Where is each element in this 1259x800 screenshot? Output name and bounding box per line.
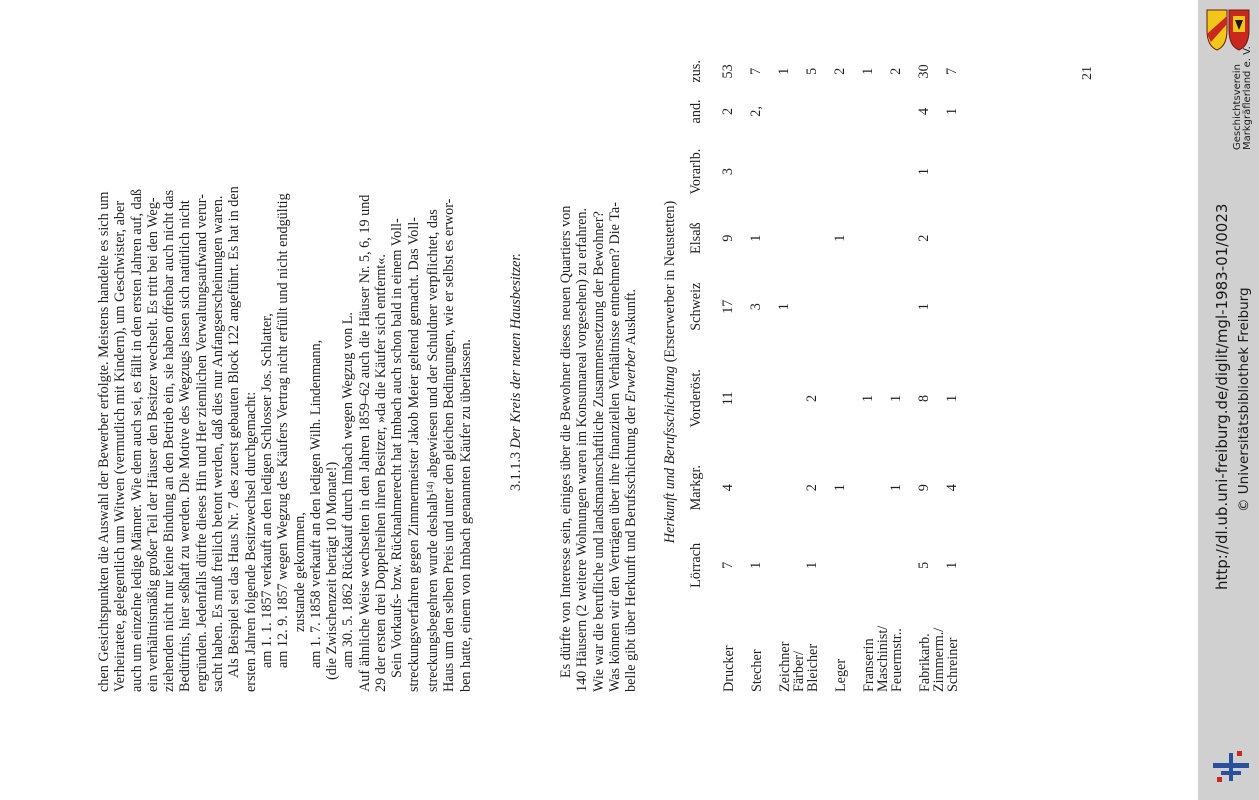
table-cell: 5	[803, 67, 820, 75]
text-line: Als Beispiel sei das Haus Nr. 7 des zuerst gebauten Block 122 angeführt. Es hat in den	[226, 186, 243, 678]
table-cell: 1	[915, 168, 932, 176]
table-cell: 2	[887, 67, 904, 75]
text-line: belle gibt über Herkunft und Berufsschichtung der Erwerber Auskunft.	[623, 288, 640, 692]
text-line: Haus um den selben Preis und unter den gleichen Bedingungen, wie er selbst es erwor-	[441, 198, 458, 692]
table-cell: 9	[915, 484, 932, 492]
table-cell: 1	[747, 234, 764, 242]
text-line: Was können wir den Verträgen über ihre finanziellen Verhältnisse entnehmen? Die Ta-	[607, 202, 624, 692]
row-label: Färber/ Bleicher	[791, 643, 822, 692]
table-cell	[876, 132, 904, 211]
row-label: Maschinist/ Feuermstr..	[875, 625, 906, 692]
table-cell: 1	[887, 484, 904, 492]
list-item: (die Zwischenzeit beträgt 10 Monate!)	[324, 461, 341, 680]
table-cell: 53	[719, 64, 736, 79]
table-cell: 1	[859, 394, 876, 402]
ownership-change-list	[259, 52, 357, 692]
table-cell: 2	[803, 394, 820, 402]
table-cell	[820, 265, 848, 348]
table-cell: 17	[719, 299, 736, 314]
text-line: ben hatte, einem von Imbach genannten Käufer zu überlassen.	[457, 339, 474, 692]
table-cell: 9	[719, 234, 736, 242]
text-line: ziehenden nicht nur keine Bindung an den Betrieb ein, sie haben offenbar auch nicht das	[161, 189, 178, 692]
table-cell: 5	[915, 561, 932, 569]
table-cell	[736, 132, 764, 211]
table-cell	[764, 348, 792, 449]
paragraph-2	[226, 52, 259, 692]
text-line: sacht haben. Es muß freilich betont werden, daß dies nur Anfangserscheinungen waren.	[210, 195, 227, 692]
table-cell: 7	[747, 67, 764, 75]
column-header: Markgr.	[687, 465, 704, 511]
section-heading	[508, 52, 524, 692]
row-label: Stecher	[749, 649, 766, 692]
list-item: am 30. 5. 1862 Rückkauf durch Imbach wegen Wegzug von L.	[340, 312, 357, 668]
table-row	[736, 52, 764, 692]
table-cell: 2	[831, 67, 848, 75]
society-name-line2: Markgräflerland e. V.	[1242, 46, 1253, 150]
table-cell: 1	[887, 394, 904, 402]
list-item: am 12. 9. 1857 wegen Wegzug des Käufers Vertrag nicht erfüllt und nicht endgültig	[275, 193, 292, 668]
table-cell	[848, 527, 876, 604]
table-row	[932, 52, 960, 692]
table-cell	[764, 527, 792, 604]
paragraph-1	[96, 52, 226, 692]
text-line: Verheiratete, gelegentlich um Witwen (vermutlich mit Kindern), um Geschwister, aber	[112, 200, 129, 692]
column-header: Vorderöst.	[687, 369, 704, 428]
table-cell	[932, 265, 960, 348]
text-line: Sein Vorkaufs- bzw. Rücknahmerecht hat Imbach auch schon bald in einem Voll-	[389, 218, 406, 678]
paragraph-5	[558, 52, 639, 692]
table-cell	[736, 449, 764, 527]
list-item: am 1. 7. 1858 verkauft an den ledigen Wilh. Lindenmann,	[307, 339, 324, 668]
table-cell	[792, 265, 820, 348]
table-cell	[736, 348, 764, 449]
table-cell: 1	[943, 107, 960, 115]
table-cell	[792, 91, 820, 132]
table-cell: 1	[943, 394, 960, 402]
table-row	[904, 52, 932, 692]
table-row	[848, 52, 876, 692]
table-cell: 1	[775, 303, 792, 311]
table-cell: 1	[915, 303, 932, 311]
table-cell: 2	[803, 484, 820, 492]
section-title: Der Kreis der neuen Hausbesitzer.	[507, 253, 524, 449]
table-cell	[764, 211, 792, 265]
university-library-logo-icon	[1211, 749, 1251, 785]
table-cell	[848, 211, 876, 265]
table-cell: 3	[747, 303, 764, 311]
table-row	[792, 52, 820, 692]
table-cell: 1	[803, 561, 820, 569]
copyright-notice: © Universitätsbibliothek Freiburg	[1236, 287, 1252, 512]
text-line: 29 der ersten drei Doppelreihen ihren Besitzer, »da die Käufer sich entfernt«.	[373, 254, 390, 692]
text-line: ersten Jahren folgende Besitzwechsel durchgemacht:	[242, 391, 259, 692]
table-cell	[792, 211, 820, 265]
table-row	[876, 52, 904, 692]
table-row	[764, 52, 792, 692]
table-cell	[876, 265, 904, 348]
text-line: Auf ähnliche Weise wechselten in den Jahren 1859–62 auch die Häuser Nr. 5, 6, 19 und	[356, 194, 373, 692]
table-cell	[764, 132, 792, 211]
list-item: am 1. 1. 1857 verkauft an den ledigen Schlosser Jos. Schlatter,	[258, 313, 275, 668]
table-cell: 7	[719, 561, 736, 569]
row-label: Zimmerm./ Schreiner	[931, 627, 962, 692]
table-cell	[848, 132, 876, 211]
table-cell: 4	[915, 107, 932, 115]
table-cell	[876, 527, 904, 604]
paragraph-4	[389, 52, 473, 692]
text-line: 140 Häusern (2 weitere Wohnungen waren im Konsumareal vorgesehen) zu erfahren.	[574, 207, 591, 692]
table-cell	[848, 265, 876, 348]
table-cell: 7	[943, 67, 960, 75]
list-item: zustande gekommen,	[291, 512, 308, 632]
column-header: Schweiz	[687, 282, 704, 331]
table-cell	[820, 132, 848, 211]
origin-occupation-table	[688, 52, 960, 692]
table-cell	[932, 132, 960, 211]
table-cell: 2,	[747, 106, 764, 117]
table-cell: 4	[943, 484, 960, 492]
table-cell	[764, 449, 792, 527]
text-line: Wie war die berufliche und landsmannschaftliche Zusammensetzung der Bewohner?	[590, 211, 607, 692]
table-cell	[820, 348, 848, 449]
table-cell: 30	[915, 64, 932, 79]
column-header: Elsaß	[687, 222, 704, 254]
society-name-line1: Geschichtsverein	[1232, 64, 1243, 150]
table-cell: 4	[719, 484, 736, 492]
row-label: Zeichner	[777, 641, 794, 692]
text-line: Es dürfte von Interesse sein, einiges über die Bewohner dieses neuen Quartiers von	[558, 205, 575, 678]
table-cell	[792, 132, 820, 211]
table-cell: 8	[915, 394, 932, 402]
text-line: Bedürfnis, hier seßhaft zu werden. Die Motive des Wegzugs lassen sich natürlich nicht	[177, 200, 194, 692]
table-cell	[820, 527, 848, 604]
table-cell	[876, 211, 904, 265]
table-cell	[848, 91, 876, 132]
table-cell: 1	[943, 561, 960, 569]
table-cell: 1	[831, 234, 848, 242]
section-number: 3.1.1.3	[507, 451, 524, 491]
row-label: Drucker	[721, 645, 738, 692]
table-cell: 11	[719, 391, 736, 406]
column-header: zus.	[687, 60, 704, 83]
table-cell	[820, 91, 848, 132]
table-title: Herkunft und Berufsschichtung (Ersterwerber in Neustetten)	[661, 200, 678, 544]
text-line: ein verhältnismäßig großer Teil der Häuser den Besitzer wechselt. Es tritt bei den Weg-	[144, 197, 161, 692]
table-cell: 1	[859, 67, 876, 75]
row-label: Fabrikarb.	[917, 633, 934, 692]
table-cell	[764, 91, 792, 132]
row-label: Leger	[833, 658, 850, 692]
footnote-ref: 14)	[424, 481, 435, 494]
text-line: ergründen. Jedenfalls dürfte dieses Hin und Her ziemlichen Verwaltungsaufwand verur-	[193, 194, 210, 692]
text-line: streckungsverfahren gegen Zimmermeister Jakob Meier geltend gemacht. Das Voll-	[405, 217, 422, 692]
table-cell: 1	[831, 484, 848, 492]
table-row	[708, 52, 736, 692]
permalink-url[interactable]: http://dl.ub.uni-freiburg.de/diglit/mgl-1983-01/0023	[1213, 203, 1231, 590]
table-header-row	[688, 52, 708, 692]
column-header: Lörrach	[687, 542, 704, 588]
table-cell: 2	[719, 107, 736, 115]
text-line: streckungsbegehren wurde deshalb$^{14)}$ abgewiesen und der Schuldner verpflichtet, das	[424, 209, 441, 692]
table-cell	[932, 211, 960, 265]
page-text-block	[96, 52, 960, 692]
table-cell: 2	[915, 234, 932, 242]
table-cell: 1	[747, 561, 764, 569]
table-cell	[876, 91, 904, 132]
table-cell: 3	[719, 168, 736, 176]
row-label: Franserin	[861, 638, 878, 692]
table-cell: 1	[775, 67, 792, 75]
table-cell	[848, 449, 876, 527]
text-line: auch um einzelne ledige Männer. Wie dem auch sei, es fällt in den ersten Jahren auf, daß	[128, 188, 145, 692]
column-header	[688, 604, 708, 692]
text-line: chen Gesichtspunkten die Auswahl der Bewerber erfolgte. Meistens handelte es sich um	[96, 191, 112, 692]
table-row	[820, 52, 848, 692]
column-header: and.	[687, 99, 704, 124]
column-header: Vorarlb.	[687, 148, 704, 195]
page-number: 21	[1080, 66, 1095, 80]
paragraph-3	[357, 52, 390, 692]
